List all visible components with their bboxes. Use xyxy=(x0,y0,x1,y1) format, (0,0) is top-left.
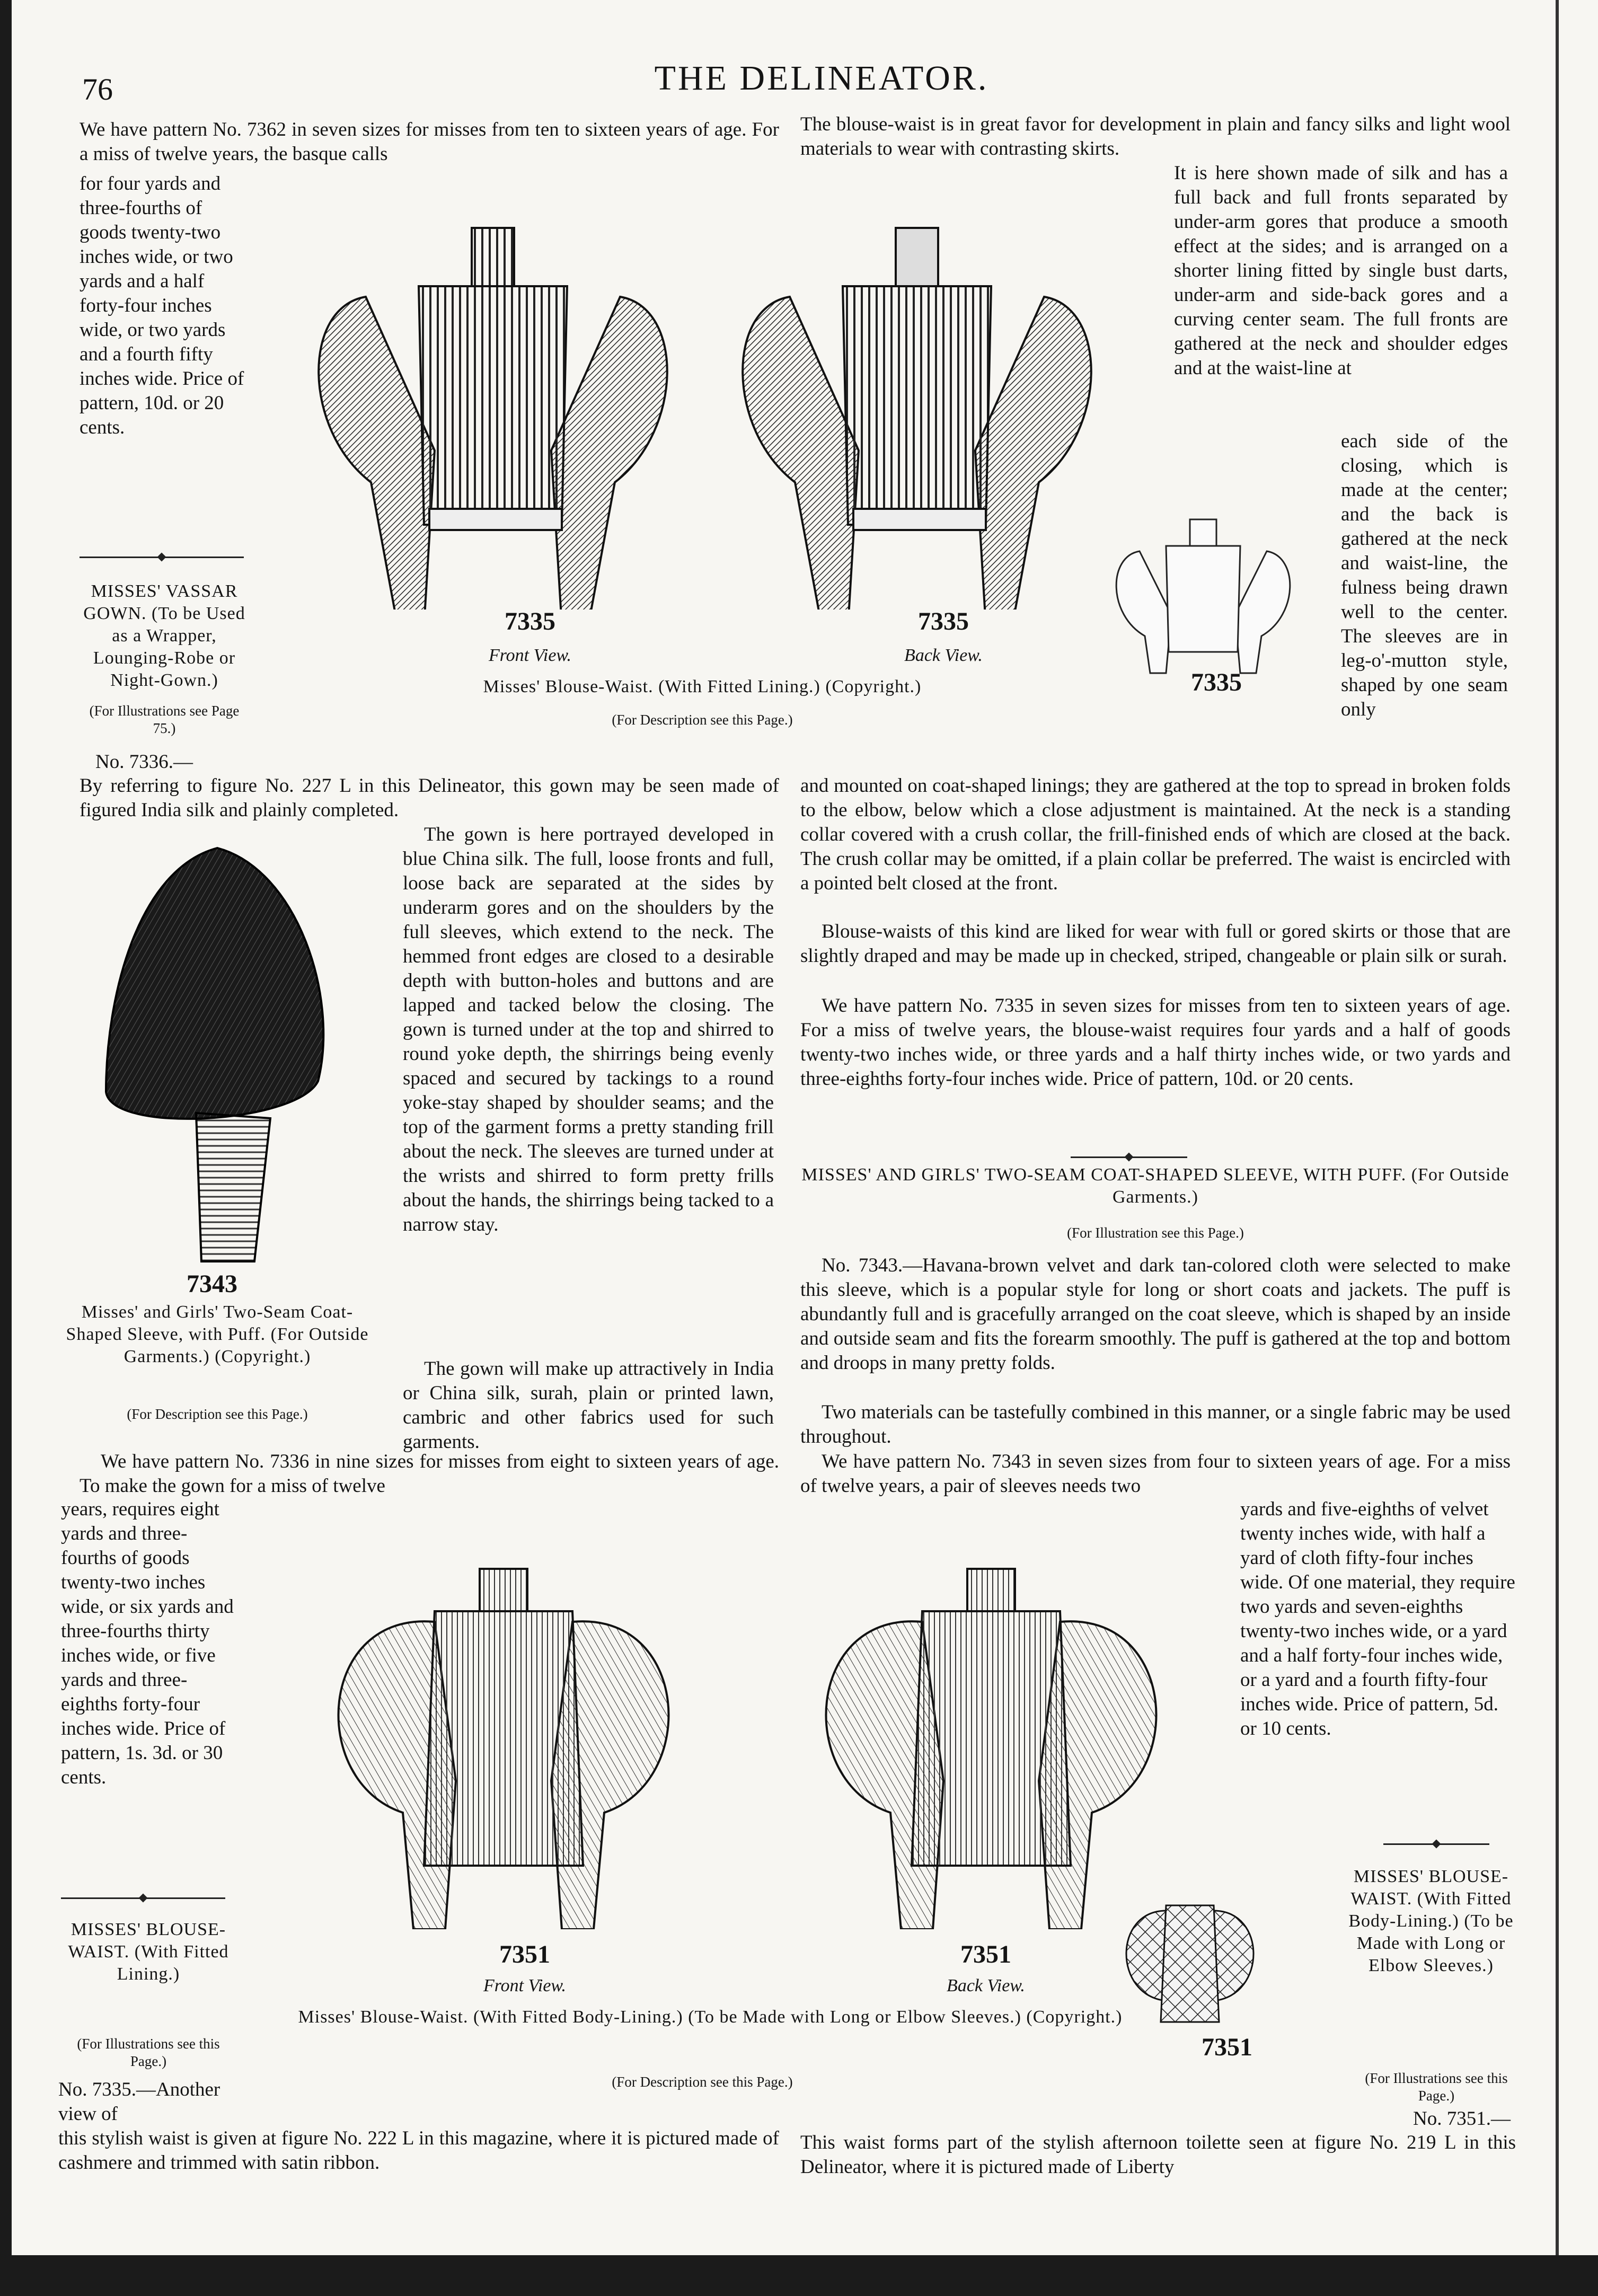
figure-number-7335-front: 7335 xyxy=(505,607,555,635)
cont-7335: this stylish waist is given at figure No. 222 L in this magazine, where it is pictured made of cashmere and trimmed with satin ribbon. xyxy=(58,2127,779,2174)
body-7335-p2: Blouse-waists of this kind are liked for wear with full or gored skirts or those that are slightly draped and may be made up in checked, striped, changeable or plain silk or surah. xyxy=(800,921,1511,967)
back-view-label-7351: Back View. xyxy=(947,1976,1025,1995)
page-number: 76 xyxy=(82,72,113,107)
text-7362-lead: We have pattern No. 7362 in seven sizes for misses from ten to sixteen years of age. For a miss of twelve years, the basque calls xyxy=(80,119,779,165)
ref-blouse-waist-7335: (For Illustrations see this Page.) xyxy=(77,2036,220,2069)
body-7335-p1: and mounted on coat-shaped linings; they are gathered at the top to spread in broken folds to the elbow, below which a close adjustment is maintained. At the neck is a standing collar covered with a crush collar, the frill-finished ends of which are closed at the back. The crush collar may be omitted, if a plain collar be preferred. The waist is encircled with a pointed belt closed at the front. xyxy=(800,775,1511,894)
back-view-label-7335: Back View. xyxy=(904,646,983,665)
body-7343-p2: Two materials can be tastefully combined in this manner, or a single fabric may be used throughout. xyxy=(800,1401,1511,1447)
figure-number-7335-back: 7335 xyxy=(918,607,969,635)
figure-number-7351-back: 7351 xyxy=(960,1940,1011,1968)
right-page-edge xyxy=(1556,0,1559,2296)
blouse-back-illustration xyxy=(726,207,1108,610)
body-7343-p1: No. 7343.—Havana-brown velvet and dark tan-colored cloth were selected to make this sleeve, which is a popular style for long or short coats and jackets. The puff is abundantly full and is gracefully arranged on the coat sleeve, which is shaped by an inside and outside seam and fits the forearm smoothly. The puff is gathered at the top and bottom and droops in many pretty folds. xyxy=(800,1255,1511,1374)
text-7362-narrow: for four yards and three-fourths of goods twenty-two inches wide, or two yards and a half forty-four inches wide, or two yards and a fourth fifty inches wide. Price of pattern, 10d. or 20 cents. xyxy=(80,173,244,438)
sleeve-illustration xyxy=(95,837,360,1272)
body-7343-p3-lead: We have pattern No. 7343 in seven sizes from four to sixteen years of age. For a miss of twelve years, a pair of sleeves needs two xyxy=(800,1451,1511,1497)
body-7335-narrow2: each side of the closing, which is made at the center; and the back is gathered at the neck and waist-line, the fulness being drawn well to the center. The sleeves are in leg-o'-mutton style, shaped by one seam only xyxy=(1341,430,1508,720)
body-7336-p3-narrow: years, requires eight yards and three-fourths of goods twenty-two inches wide, or six yards and three-fourths thirty inches wide, or five yards and three-eighths forty-four inches wide. Price of pattern, 1s. 3d. or 30 cents. xyxy=(61,1498,234,1788)
front-view-label-7335: Front View. xyxy=(488,646,572,665)
figure-number-7351-small: 7351 xyxy=(1202,2033,1252,2061)
divider xyxy=(80,557,244,558)
intro-7335: The blouse-waist is in great favor for development in plain and fancy silks and light wool materials to wear with contrasting skirts. xyxy=(800,113,1511,160)
figure-number-7335-small: 7335 xyxy=(1191,668,1242,696)
heading-sleeve: MISSES' AND GIRLS' TWO-SEAM COAT-SHAPED SLEEVE, WITH PUFF. (For Outside Garments.) xyxy=(801,1165,1509,1207)
ref-7335: (For Description see this Page.) xyxy=(612,712,793,728)
front-view-label-7351: Front View. xyxy=(483,1976,567,1995)
divider xyxy=(1071,1156,1187,1158)
heading-blouse-waist-7335: MISSES' BLOUSE-WAIST. (With Fitted Lining.) xyxy=(68,1920,229,1984)
body-7336-p3-lead: We have pattern No. 7336 in nine sizes for misses from eight to sixteen years of age. To make the gown for a miss of twelve xyxy=(80,1451,779,1497)
ref-7343: (For Description see this Page.) xyxy=(127,1406,308,1422)
divider xyxy=(61,1897,225,1899)
caption-7335: Misses' Blouse-Waist. (With Fitted Lining.) (Copyright.) xyxy=(483,677,922,696)
body-7343-p3-narrow: yards and five-eighths of velvet twenty inches wide, with half a yard of cloth fifty-four inches wide. Of one material, they require two yards and seven-eighths twenty-two inches wide, or a yard and a half forty-four inches wide, or a yard and a fourth fifty-four inches wide. Price of pattern, 5d. or 10 cents. xyxy=(1240,1498,1515,1739)
body-7335-narrow1: It is here shown made of silk and has a full back and full fronts separated by under-arm gores that produce a smooth effect at the sides; and is arranged on a shorter lining fitted by single bust darts, under-arm and side-back gores and a curving center seam. The full fronts are gathered at the neck and shoulder edges and at the waist-line at xyxy=(1174,162,1508,379)
intro-7336: By referring to figure No. 227 L in this Delineator, this gown may be seen made of figured India silk and plainly completed. xyxy=(80,775,779,821)
no-7336: No. 7336.— xyxy=(95,751,193,773)
no-7335: No. 7335.—Another view of xyxy=(58,2079,220,2125)
figure-number-7343: 7343 xyxy=(187,1270,237,1298)
ref-sleeve: (For Illustration see this Page.) xyxy=(1067,1225,1244,1241)
blouse-7351-front-illustration xyxy=(297,1558,710,1929)
blouse-small-illustration xyxy=(1108,509,1299,678)
figure-number-7351-front: 7351 xyxy=(499,1940,550,1968)
heading-vassar-gown: MISSES' VASSAR GOWN. (To be Used as a Wrapper, Lounging-Robe or Night-Gown.) xyxy=(83,581,245,690)
page-title: THE DELINEATOR. xyxy=(654,59,989,98)
ref-blouse-waist-7351: (For Illustrations see this Page.) xyxy=(1365,2070,1508,2104)
body-7335-p3: We have pattern No. 7335 in seven sizes for misses from ten to sixteen years of age. For a miss of twelve years, the blouse-waist requires four yards and a half of goods twenty-two inches wide, or three yards and a half thirty inches wide, or two yards and three-eighths forty-four inches wide. Price of pattern, 10d. or 20 cents. xyxy=(800,995,1511,1090)
no-7351: No. 7351.— xyxy=(1413,2108,1511,2130)
cont-7351: This waist forms part of the stylish afternoon toilette seen at figure No. 219 L in this Delineator, where it is pictured made of Liberty xyxy=(800,2132,1516,2178)
bottom-page-edge xyxy=(0,2255,1598,2296)
blouse-front-illustration xyxy=(302,207,684,610)
caption-7351: Misses' Blouse-Waist. (With Fitted Body-Lining.) (To be Made with Long or Elbow Sleeves.) (Copyright.) xyxy=(298,2007,1123,2027)
left-page-edge xyxy=(0,0,12,2296)
ref-vassar-gown: (For Illustrations see Page 75.) xyxy=(89,703,240,736)
divider xyxy=(1383,1843,1489,1845)
body-7336-p1: The gown is here portrayed developed in blue China silk. The full, loose fronts and full, loose back are separated at the sides by underarm gores and on the shoulders by the full sleeves, which extend to the neck. The hemmed front edges are closed to a desirable depth with button-holes and buttons and are lapped and tacked below the closing. The gown is turned under at the top and shirred to round yoke depth, the shirrings being evenly spaced and secured by tackings to a round yoke-stay shaped by shoulder seams; and the top of the garment forms a pretty standing frill about the neck. The sleeves are turned under at the wrists and shirred to form pretty frills about the hands, the shirrings being tacked to a narrow stay. xyxy=(403,824,774,1235)
body-7336-p2: The gown will make up attractively in India or China silk, surah, plain or printed lawn, cambric and other fabrics used for such garments. xyxy=(403,1358,774,1453)
caption-7343: Misses' and Girls' Two-Seam Coat-Shaped Sleeve, with Puff. (For Outside Garments.) (Copyright.) xyxy=(66,1302,369,1366)
heading-blouse-waist-7351: MISSES' BLOUSE-WAIST. (With Fitted Body-Lining.) (To be Made with Long or Elbow Sleeves.) xyxy=(1348,1867,1514,1975)
ref-7351: (For Description see this Page.) xyxy=(612,2074,793,2090)
blouse-7351-back-illustration xyxy=(784,1558,1198,1929)
